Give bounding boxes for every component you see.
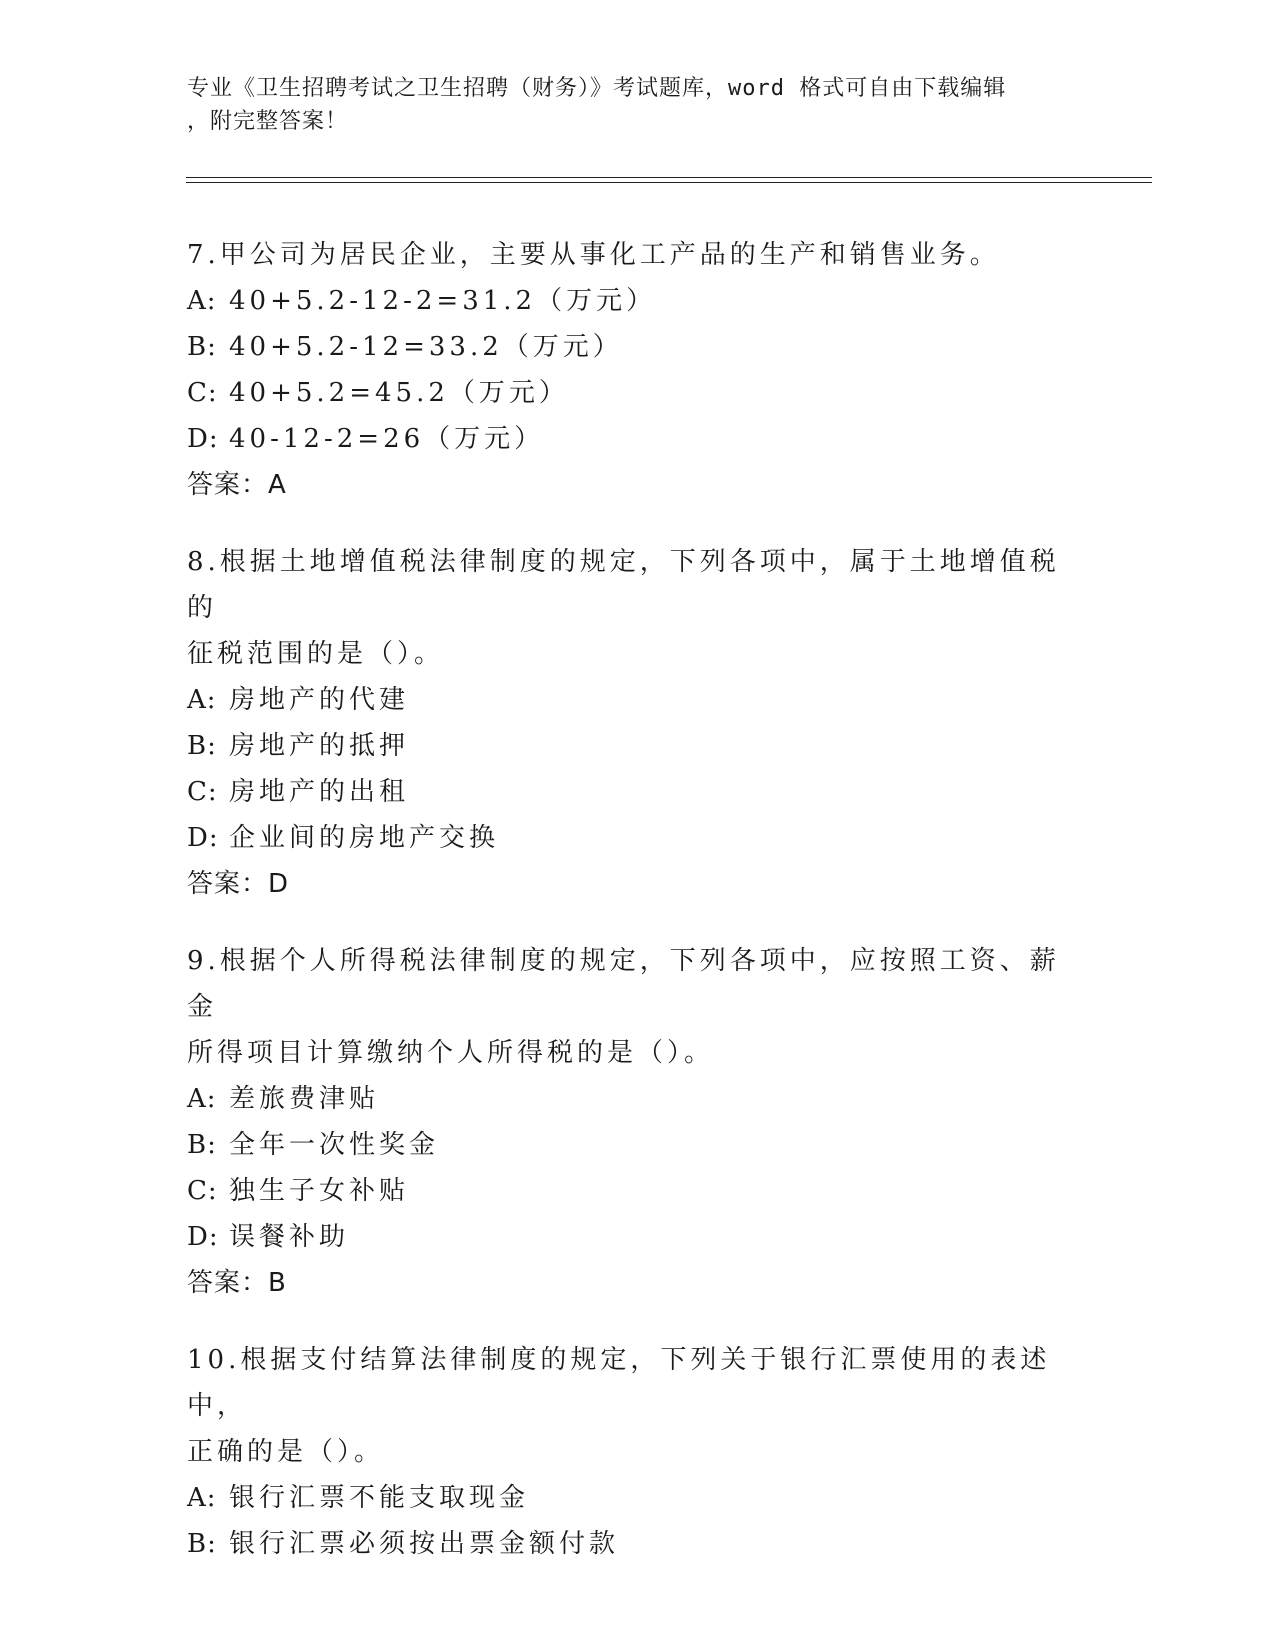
option-c [187, 370, 1087, 416]
option-label: A: [187, 1483, 217, 1513]
question-7 [187, 232, 1087, 508]
question-stem-line-1: 10.根据支付结算法律制度的规定，下列关于银行汇票使用的表述中， [187, 1345, 1051, 1421]
option-label: B: [187, 1529, 217, 1559]
header-line-2: ，附完整答案！ [187, 109, 349, 134]
option-text: 差旅费津贴 [229, 1084, 380, 1114]
question-9 [187, 938, 1087, 1306]
option-label: D: [187, 1222, 219, 1252]
option-d [187, 815, 1087, 861]
option-b [187, 723, 1087, 769]
question-stem-line-1: 9.根据个人所得税法律制度的规定，下列各项中，应按照工资、薪金 [187, 946, 1060, 1022]
option-text: 40+5.2-12=33.2（万元） [229, 332, 623, 362]
option-text: 40+5.2=45.2（万元） [229, 378, 569, 408]
header-divider-bottom [186, 182, 1152, 183]
option-label: B: [187, 1130, 217, 1160]
option-label: B: [187, 332, 217, 362]
option-a [187, 677, 1087, 723]
question-stem: 7.甲公司为居民企业，主要从事化工产品的生产和销售业务。 [187, 240, 1000, 270]
option-text: 40-12-2=26（万元） [229, 424, 545, 454]
option-text: 银行汇票必须按出票金额付款 [229, 1529, 620, 1559]
answer: 答案：A [187, 470, 287, 500]
option-text: 房地产的代建 [229, 685, 410, 715]
option-c [187, 769, 1087, 815]
header-divider-top [186, 177, 1152, 178]
option-text: 银行汇票不能支取现金 [229, 1483, 530, 1513]
option-label: A: [187, 286, 217, 316]
question-stem-line-1: 8.根据土地增值税法律制度的规定，下列各项中，属于土地增值税的 [187, 547, 1060, 623]
option-label: D: [187, 823, 219, 853]
answer: 答案：D [187, 869, 290, 899]
answer: 答案：B [187, 1268, 287, 1298]
option-text: 40+5.2-12-2=31.2（万元） [229, 286, 657, 316]
header-line-1: 专业《卫生招聘考试之卫生招聘（财务）》考试题库，word 格式可自由下载编辑 [187, 76, 1007, 101]
option-a [187, 1475, 1087, 1521]
option-label: A: [187, 1084, 217, 1114]
option-text: 企业间的房地产交换 [229, 823, 500, 853]
option-text: 房地产的抵押 [229, 731, 410, 761]
option-c [187, 1168, 1087, 1214]
question-10 [187, 1337, 1087, 1567]
option-label: B: [187, 731, 217, 761]
option-label: C: [187, 777, 218, 807]
option-text: 全年一次性奖金 [229, 1130, 440, 1160]
option-text: 误餐补助 [229, 1222, 350, 1252]
option-d [187, 416, 1087, 462]
option-b [187, 324, 1087, 370]
option-b [187, 1122, 1087, 1168]
document-header [187, 72, 1067, 138]
option-d [187, 1214, 1087, 1260]
option-label: A: [187, 685, 217, 715]
question-8 [187, 539, 1087, 907]
question-stem-line-2: 所得项目计算缴纳个人所得税的是（）。 [187, 1038, 715, 1068]
question-list [187, 232, 1087, 1598]
option-label: D: [187, 424, 219, 454]
option-a [187, 278, 1087, 324]
question-stem-line-2: 征税范围的是（）。 [187, 639, 445, 669]
option-text: 独生子女补贴 [229, 1176, 410, 1206]
option-label: C: [187, 378, 218, 408]
option-text: 房地产的出租 [229, 777, 410, 807]
option-b [187, 1521, 1087, 1567]
question-stem-line-2: 正确的是（）。 [187, 1437, 385, 1467]
option-a [187, 1076, 1087, 1122]
option-label: C: [187, 1176, 218, 1206]
